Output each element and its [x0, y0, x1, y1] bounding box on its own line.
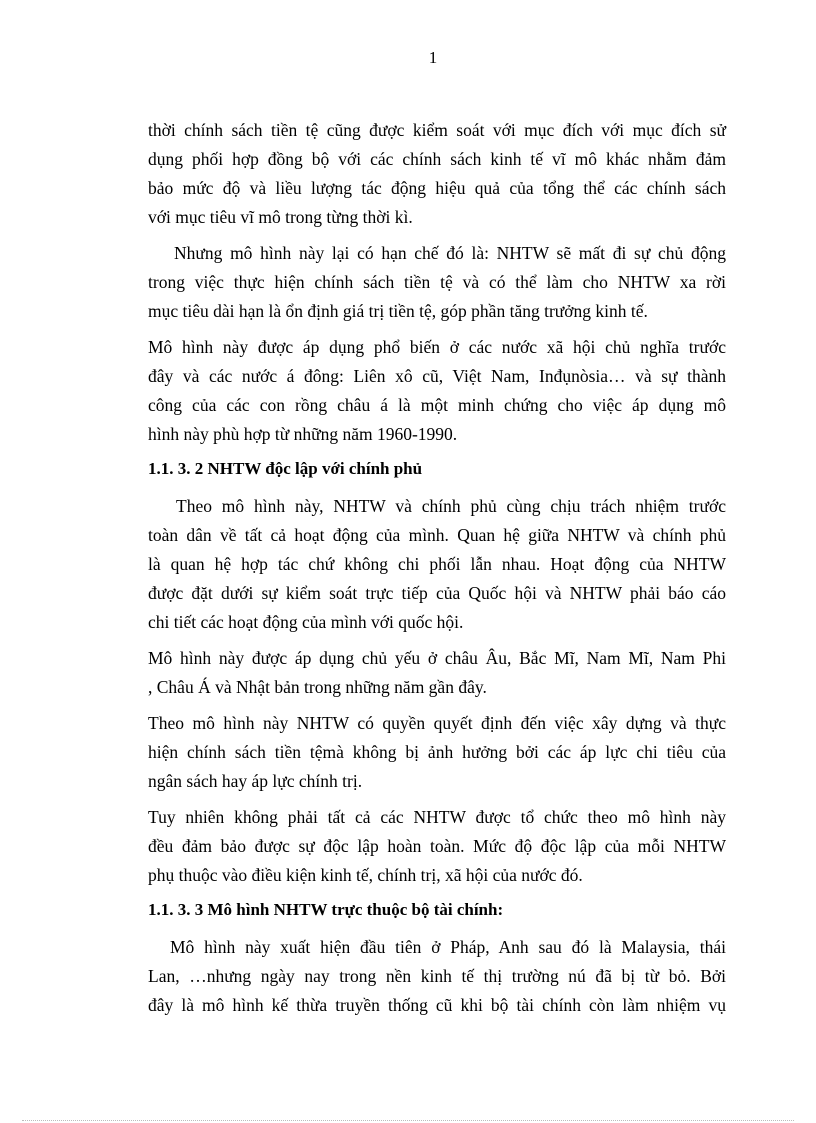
text-line: Tuy nhiên không phải tất cả các NHTW được tổ chức theo mô hình này — [148, 807, 726, 827]
paragraph — [148, 803, 726, 890]
text-line: đây và các nước á đông: Liên xô cũ, Việt Nam, Inđụnòsia… và sự thành — [148, 366, 726, 386]
text-line: , Châu Á và Nhật bản trong những năm gần đây. — [148, 677, 487, 697]
text-line: hình này phù hợp từ những năm 1960-1990. — [148, 424, 458, 444]
paragraph — [148, 933, 726, 1020]
text-line: Mô hình này được áp dụng chủ yếu ở châu Âu, Bắc Mĩ, Nam Mĩ, Nam Phi — [148, 648, 726, 668]
paragraph — [148, 333, 726, 449]
text-line: thời chính sách tiền tệ cũng được kiểm soát với mục đích với mục đích sử — [148, 120, 726, 140]
section-heading: 1.1. 3. 2 NHTW độc lập với chính phủ — [148, 459, 423, 478]
text-line: Theo mô hình này, NHTW và chính phủ cùng chịu trách nhiệm trước — [176, 496, 726, 516]
text-line: công của các con rồng châu á là một minh chứng cho việc áp dụng mô — [148, 395, 726, 415]
text-line: là quan hệ hợp tác chứ không chi phối lẫn nhau. Hoạt động của NHTW — [148, 554, 726, 574]
text-line: đây là mô hình kế thừa truyền thống cũ khi bộ tài chính còn làm nhiệm vụ — [148, 995, 726, 1015]
page-bottom-divider — [22, 1120, 794, 1121]
text-line: Lan, …nhưng ngày nay trong nền kinh tế thị trường nú đã bị từ bỏ. Bởi — [148, 966, 726, 986]
text-line: được đặt dưới sự kiểm soát trực tiếp của Quốc hội và NHTW phải báo cáo — [148, 583, 726, 603]
text-line: phụ thuộc vào điều kiện kinh tế, chính trị, xã hội của nước đó. — [148, 865, 583, 885]
text-line: đều đảm bảo được sự độc lập hoàn toàn. Mức độ độc lập của mỗi NHTW — [148, 836, 726, 856]
text-line: Theo mô hình này NHTW có quyền quyết định đến việc xây dựng và thực — [148, 713, 726, 733]
text-line: hiện chính sách tiền tệmà không bị ảnh hưởng bởi các áp lực chi tiêu của — [148, 742, 726, 762]
paragraph — [148, 239, 726, 326]
text-line: trong việc thực hiện chính sách tiền tệ và có thể làm cho NHTW xa rời — [148, 272, 726, 292]
paragraph — [148, 492, 726, 637]
text-line: Mô hình này được áp dụng phổ biến ở các nước xã hội chủ nghĩa trước — [148, 337, 726, 357]
text-line: dụng phối hợp đồng bộ với các chính sách kinh tế vĩ mô khác nhằm đảm — [148, 149, 726, 169]
paragraph — [148, 709, 726, 796]
document-body — [148, 116, 726, 1027]
section-heading: 1.1. 3. 3 Mô hình NHTW trực thuộc bộ tài chính: — [148, 900, 504, 919]
paragraph — [148, 116, 726, 232]
text-line: bảo mức độ và liều lượng tác động hiệu quả của tổng thể các chính sách — [148, 178, 726, 198]
paragraph — [148, 644, 726, 702]
page-number: 1 — [428, 48, 438, 67]
text-line: Nhưng mô hình này lại có hạn chế đó là: NHTW sẽ mất đi sự chủ động — [174, 243, 726, 263]
text-line: mục tiêu dài hạn là ổn định giá trị tiền tệ, góp phần tăng trưởng kinh tế. — [148, 301, 648, 321]
text-line: với mục tiêu vĩ mô trong từng thời kì. — [148, 207, 413, 227]
text-line: chi tiết các hoạt động của mình với quốc hội. — [148, 612, 464, 632]
text-line: Mô hình này xuất hiện đầu tiên ở Pháp, Anh sau đó là Malaysia, thái — [170, 937, 726, 957]
text-line: ngân sách hay áp lực chính trị. — [148, 771, 363, 791]
text-line: toàn dân về tất cả hoạt động của mình. Quan hệ giữa NHTW và chính phủ — [148, 525, 726, 545]
